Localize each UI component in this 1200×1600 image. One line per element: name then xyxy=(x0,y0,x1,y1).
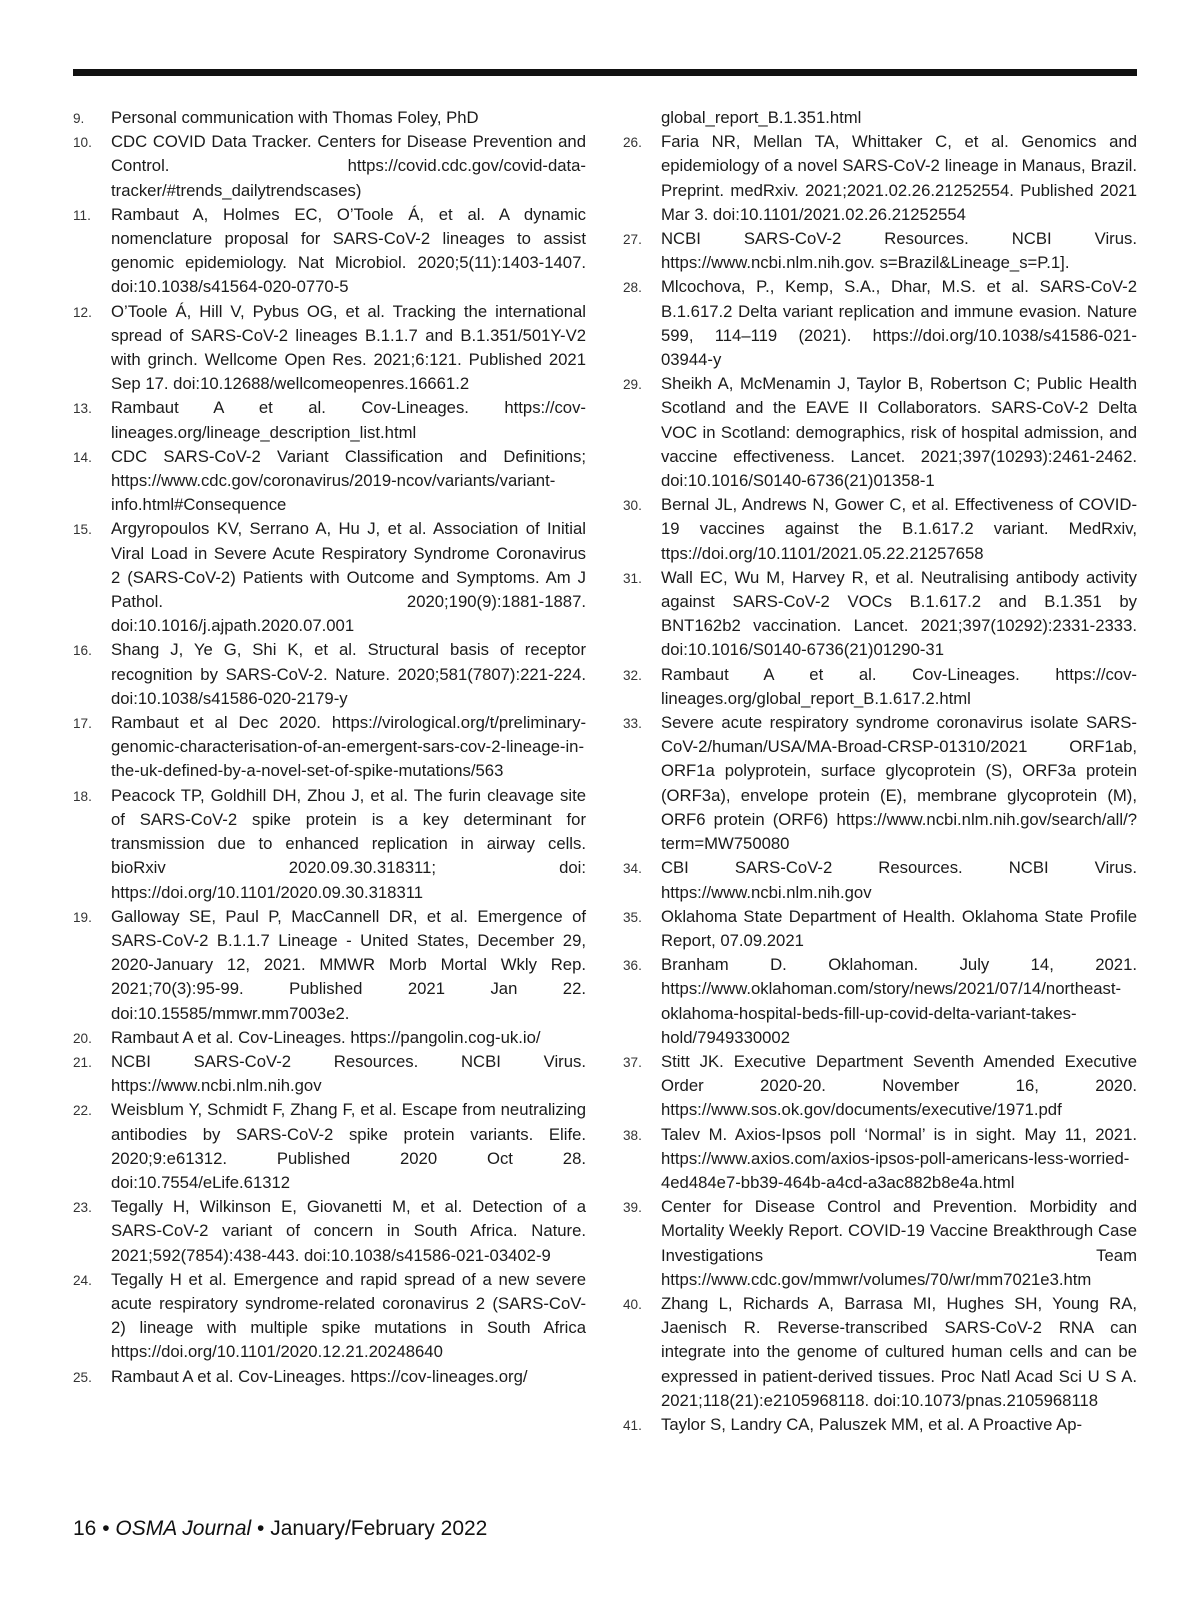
reference-number: 15. xyxy=(73,522,92,538)
reference-item xyxy=(623,1123,1137,1196)
reference-text: Shang J, Ye G, Shi K, et al. Structural basis of receptor recognition by SARS-CoV-2. Nature. 2020;581(7807):221-224. doi:10.1038/s41586-020-2179-y xyxy=(111,640,586,708)
reference-number: 21. xyxy=(73,1054,92,1070)
reference-text: Bernal JL, Andrews N, Gower C, et al. Effectiveness of COVID-19 vaccines against the B.1.617.2 variant. MedRxiv, ttps://doi.org/10.1101/2021.05.22.21257658 xyxy=(661,495,1137,563)
reference-text: NCBI SARS-CoV-2 Resources. NCBI Virus. https://www.ncbi.nlm.nih.gov. s=Brazil&Lineage_s=P.1]. xyxy=(661,229,1137,273)
references-right-column xyxy=(623,106,1137,1437)
reference-number: 37. xyxy=(623,1054,642,1070)
reference-number: 25. xyxy=(73,1369,92,1385)
reference-text: Personal communication with Thomas Foley, PhD xyxy=(111,108,479,127)
reference-number: 14. xyxy=(73,449,92,465)
reference-continuation: global_report_B.1.351.html xyxy=(661,108,862,127)
reference-number: 20. xyxy=(73,1030,92,1046)
reference-text: Faria NR, Mellan TA, Whittaker C, et al. Genomics and epidemiology of a novel SARS-CoV-2 lineage in Manaus, Brazil. Preprint. medRxiv. 2021;2021.02.26.21252554. Published 2021 Mar 3. doi:10.1101/2021.02.26.21252554 xyxy=(661,132,1137,224)
reference-text: CDC SARS-CoV-2 Variant Classification and Definitions; https://www.cdc.gov/coronavirus/2019-ncov/variants/variant-info.html#Consequence xyxy=(111,446,586,515)
reference-number: 23. xyxy=(73,1200,92,1216)
reference-number: 29. xyxy=(623,377,642,393)
reference-number: 36. xyxy=(623,958,642,974)
reference-text: Talev M. Axios-Ipsos poll ‘Normal’ is in sight. May 11, 2021. https://www.axios.com/axios-ipsos-poll-americans-less-worried-4ed484e7-bb39-464b-a4cd-a3ac882b8e4a.html xyxy=(661,1124,1137,1192)
reference-item xyxy=(623,711,1137,856)
reference-item xyxy=(623,493,1137,566)
reference-item xyxy=(73,517,586,638)
reference-number: 39. xyxy=(623,1200,642,1216)
reference-number: 31. xyxy=(623,570,642,586)
reference-item xyxy=(623,1413,1137,1437)
reference-item xyxy=(73,300,586,397)
reference-text: Wall EC, Wu M, Harvey R, et al. Neutralising antibody activity against SARS-CoV-2 VOCs B.1.617.2 and B.1.351 by BNT162b2 vaccination. Lancet. 2021;397(10292):2331-2333. doi:10.1016/S0140-6736(21)01290-31 xyxy=(661,567,1137,660)
reference-number: 9. xyxy=(73,111,85,126)
reference-item xyxy=(623,1195,1137,1292)
reference-number: 40. xyxy=(623,1296,642,1312)
reference-item xyxy=(73,1098,586,1195)
reference-text: CDC COVID Data Tracker. Centers for Disease Prevention and Control. https://covid.cdc.gov/covid-data-tracker/#trends_dailytrendscases) xyxy=(111,132,586,200)
reference-text: Branham D. Oklahoman. July 14, 2021. https://www.oklahoman.com/story/news/2021/07/14/northeast-oklahoma-hospital-beds-fill-up-covid-delta-variant-takes-hold/7949330002 xyxy=(661,955,1137,1047)
reference-item xyxy=(73,784,586,905)
page-number: 16 xyxy=(73,1517,97,1540)
references-left-column xyxy=(73,106,586,1389)
footer-separator: • xyxy=(257,1517,265,1540)
reference-number: 35. xyxy=(623,909,642,925)
reference-item xyxy=(623,663,1137,711)
reference-number: 17. xyxy=(73,716,92,732)
reference-item xyxy=(73,396,586,444)
reference-text: Weisblum Y, Schmidt F, Zhang F, et al. Escape from neutralizing antibodies by SARS-CoV-2 spike protein variants. Elife. 2020;9:e61312. Published 2020 Oct 28. doi:10.7554/eLife.61312 xyxy=(111,1100,586,1192)
reference-number: 24. xyxy=(73,1272,92,1288)
reference-text: Zhang L, Richards A, Barrasa MI, Hughes SH, Young RA, Jaenisch R. Reverse-transcribed SARS-CoV-2 RNA can integrate into the genome of cultured human cells and can be expressed in patient-derived tissues. Proc Natl Acad Sci U S A. 2021;118(21):e2105968118. doi:10.1073/pnas.2105968118 xyxy=(661,1293,1137,1410)
reference-item xyxy=(623,1050,1137,1123)
reference-number: 32. xyxy=(623,667,642,683)
reference-number: 38. xyxy=(623,1127,642,1143)
reference-item xyxy=(73,203,586,300)
reference-number: 33. xyxy=(623,716,642,732)
reference-text: O’Toole Á, Hill V, Pybus OG, et al. Tracking the international spread of SARS-CoV-2 lineages B.1.1.7 and B.1.351/501Y-V2 with grinch. Wellcome Open Res. 2021;6:121. Published 2021 Sep 17. doi:10.12688/wellcomeopenres.16661.2 xyxy=(111,301,586,394)
reference-text: Rambaut A et al. Cov-Lineages. https://cov-lineages.org/global_report_B.1.617.2.html xyxy=(661,664,1137,708)
reference-text: Argyropoulos KV, Serrano A, Hu J, et al. Association of Initial Viral Load in Severe Acute Respiratory Syndrome Coronavirus 2 (SARS-CoV-2) Patients with Outcome and Symptoms. Am J Pathol. 2020;190(9):1881-1887. doi:10.1016/j.ajpath.2020.07.001 xyxy=(111,519,586,636)
reference-number: 10. xyxy=(73,135,92,151)
reference-item xyxy=(623,1292,1137,1413)
reference-number: 26. xyxy=(623,135,642,151)
reference-item xyxy=(73,445,586,518)
reference-number: 41. xyxy=(623,1417,642,1433)
reference-text: Rambaut A et al. Cov-Lineages. https://pangolin.cog-uk.io/ xyxy=(111,1027,541,1047)
top-rule xyxy=(73,69,1137,76)
reference-number: 11. xyxy=(73,207,91,223)
reference-text: NCBI SARS-CoV-2 Resources. NCBI Virus. https://www.ncbi.nlm.nih.gov xyxy=(111,1051,586,1096)
reference-item xyxy=(623,275,1137,372)
page-footer xyxy=(73,1517,487,1541)
reference-number: 34. xyxy=(623,861,642,877)
reference-text: Peacock TP, Goldhill DH, Zhou J, et al. The furin cleavage site of SARS-CoV-2 spike protein is a key determinant for transmission due to enhanced replication in airway cells. bioRxiv 2020.09.30.318311; doi: https://doi.org/10.1101/2020.09.30.318311 xyxy=(111,785,586,902)
reference-number: 18. xyxy=(73,788,92,804)
reference-text: Center for Disease Control and Prevention. Morbidity and Mortality Weekly Report. COVID-19 Vaccine Breakthrough Case Investigations Team https://www.cdc.gov/mmwr/volumes/70/wr/mm7021e3.htm xyxy=(661,1197,1137,1289)
reference-number: 28. xyxy=(623,280,642,296)
journal-name: OSMA Journal xyxy=(115,1517,252,1540)
reference-number: 12. xyxy=(73,304,92,320)
reference-text: Rambaut et al Dec 2020. https://virological.org/t/preliminary-genomic-characterisation-of-an-emergent-sars-cov-2-lineage-in-the-uk-defined-by-a-novel-set-of-spike-mutations/563 xyxy=(111,713,586,781)
reference-number: 19. xyxy=(73,909,92,925)
reference-number: 27. xyxy=(623,232,642,248)
reference-item xyxy=(73,1026,586,1050)
reference-item xyxy=(623,856,1137,904)
reference-text: Taylor S, Landry CA, Paluszek MM, et al. A Proactive Ap- xyxy=(661,1414,1083,1434)
reference-text: Rambaut A et al. Cov-Lineages. https://cov-lineages.org/lineage_description_list.html xyxy=(111,398,586,442)
reference-text: Tegally H, Wilkinson E, Giovanetti M, et al. Detection of a SARS-CoV-2 variant of concern in South Africa. Nature. 2021;592(7854):438-443. doi:10.1038/s41586-021-03402-9 xyxy=(111,1197,586,1265)
reference-text: CBI SARS-CoV-2 Resources. NCBI Virus. https://www.ncbi.nlm.nih.gov xyxy=(661,858,1137,902)
reference-item xyxy=(73,1268,586,1365)
reference-item xyxy=(73,638,586,711)
reference-item xyxy=(73,1050,586,1098)
reference-text: Rambaut A, Holmes EC, O’Toole Á, et al. A dynamic nomenclature proposal for SARS-CoV-2 lineages to assist genomic epidemiology. Nat Microbiol. 2020;5(11):1403-1407. doi:10.1038/s41564-020-0770-5 xyxy=(111,204,586,297)
reference-item xyxy=(73,106,586,130)
reference-item xyxy=(73,1365,586,1389)
reference-text: Oklahoma State Department of Health. Oklahoma State Profile Report, 07.09.2021 xyxy=(661,906,1137,950)
reference-text: Stitt JK. Executive Department Seventh Amended Executive Order 2020-20. November 16, 2020. https://www.sos.ok.gov/documents/executive/1971.pdf xyxy=(661,1051,1137,1120)
reference-item xyxy=(623,227,1137,275)
reference-number: 22. xyxy=(73,1103,92,1119)
reference-item xyxy=(73,711,586,784)
reference-text: Sheikh A, McMenamin J, Taylor B, Robertson C; Public Health Scotland and the EAVE II Collaborators. SARS-CoV-2 Delta VOC in Scotland: demographics, risk of hospital admission, and vaccine effectiveness. Lancet. 2021;397(10293):2461-2462. doi:10.1016/S0140-6736(21)01358-1 xyxy=(661,374,1137,491)
reference-text: Severe acute respiratory syndrome coronavirus isolate SARS-CoV-2/human/USA/MA-Broad-CRSP-01310/2021 ORF1ab, ORF1a polyprotein, surface glycoprotein (S), ORF3a protein (ORF3a), envelope protein (E), membrane glycoprotein (M), ORF6 protein (ORF6) https://www.ncbi.nlm.nih.gov/search/all/?term=MW750080 xyxy=(661,713,1137,854)
reference-number: 13. xyxy=(73,401,92,417)
reference-text: Mlcochova, P., Kemp, S.A., Dhar, M.S. et al. SARS-CoV-2 B.1.617.2 Delta variant replication and immune evasion. Nature 599, 114–119 (2021). https://doi.org/10.1038/s41586-021-03944-y xyxy=(661,277,1137,370)
reference-number: 16. xyxy=(73,643,92,659)
reference-item xyxy=(73,1195,586,1268)
issue-date: January/February 2022 xyxy=(270,1517,488,1540)
reference-item xyxy=(623,905,1137,953)
reference-item xyxy=(623,953,1137,1050)
footer-separator: • xyxy=(102,1517,110,1540)
reference-item xyxy=(73,905,586,1026)
reference-item xyxy=(623,372,1137,493)
reference-item xyxy=(623,130,1137,227)
reference-text: Tegally H et al. Emergence and rapid spread of a new severe acute respiratory syndrome-related coronavirus 2 (SARS-CoV-2) lineage with multiple spike mutations in South Africa https://doi.org/10.1101/2020.12.21.20248640 xyxy=(111,1269,586,1362)
reference-number: 30. xyxy=(623,498,642,514)
reference-text: Galloway SE, Paul P, MacCannell DR, et al. Emergence of SARS-CoV-2 B.1.1.7 Lineage - United States, December 29, 2020-January 12, 2021. MMWR Morb Mortal Wkly Rep. 2021;70(3):95-99. Published 2021 Jan 22. doi:10.15585/mmwr.mm7003e2. xyxy=(111,906,586,1023)
reference-item xyxy=(73,130,586,203)
reference-text: Rambaut A et al. Cov-Lineages. https://cov-lineages.org/ xyxy=(111,1366,528,1386)
reference-item xyxy=(623,566,1137,663)
